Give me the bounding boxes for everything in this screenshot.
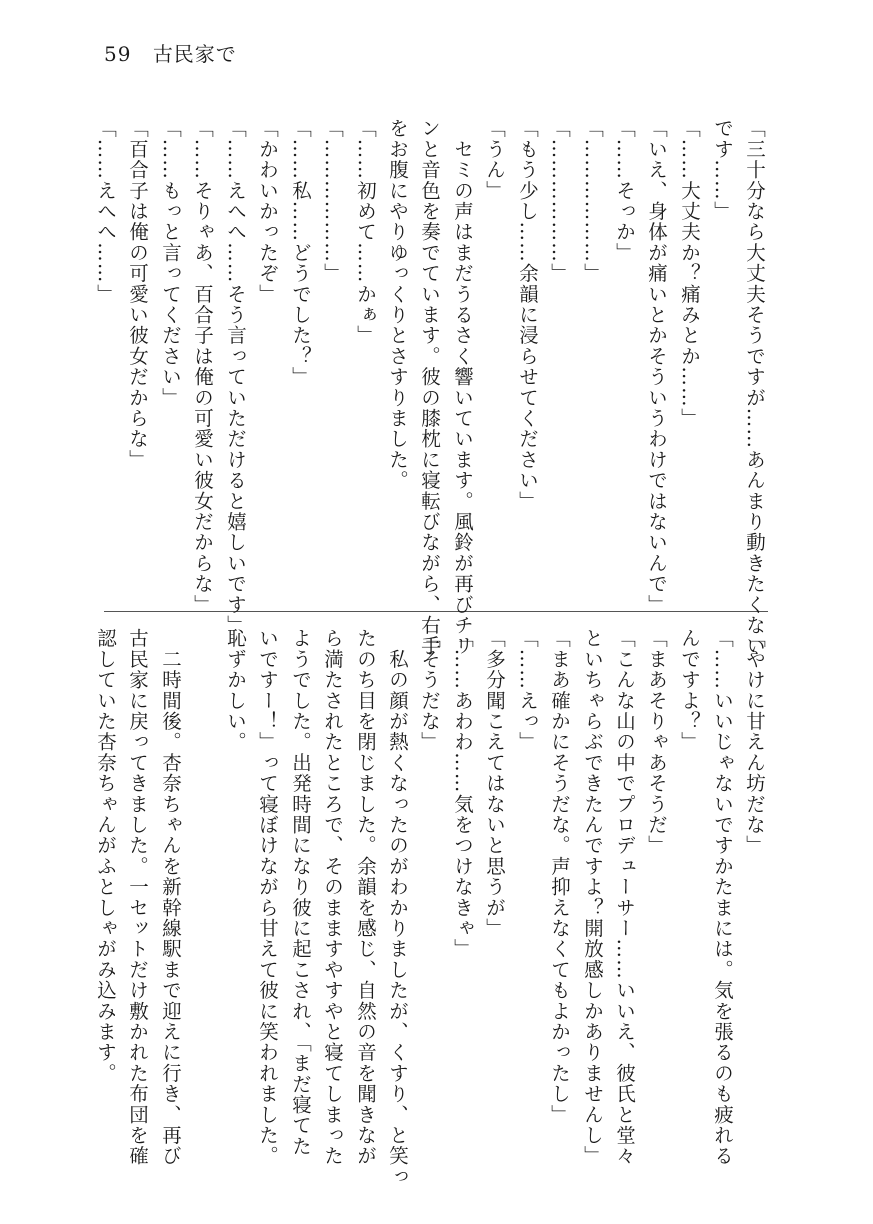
text-line: 「………………」 [581, 118, 604, 284]
text-line: 恥ずかしい。 [224, 628, 247, 753]
text-line: 「まあ確かにそうだな。声抑えなくてもよかったし」 [548, 628, 571, 1125]
text-line: 認していた杏奈ちゃんがふとしゃがみ込みます。 [94, 628, 117, 1084]
chapter-title: 古民家で [152, 42, 237, 66]
text-line: 「うん」 [483, 118, 506, 201]
text-line: 私の顔が熱くなったのがわかりましたが、くすり、と笑っ [386, 628, 409, 1187]
text-line: 「そうだな」 [418, 628, 441, 753]
text-line: 「……私……どうでした？」 [289, 118, 312, 388]
text-line: ンと音色を奏でています。彼の膝枕に寝転びながら、右手 [418, 118, 441, 657]
text-line: いですー！」って寝ぼけながら甘えて彼に笑われました。 [256, 628, 279, 1167]
text-line: 「かわいかったぞ」 [256, 118, 279, 305]
text-line: 「……えへへ……そう言っていただけると嬉しいです」 [224, 118, 247, 636]
text-line: 「……いいじゃないですかたまには。気を張るのも疲れる [711, 628, 734, 1167]
text-line: 「……もっと言ってください」 [159, 118, 182, 408]
text-line: 「もう少し……余韻に浸らせてください」 [516, 118, 539, 512]
text-line: 「やけに甘えん坊だな」 [743, 628, 766, 856]
text-line: セミの声はまだうるさく響いています。風鈴が再びチリ [451, 118, 474, 657]
text-line: 「まあそりゃあそうだ」 [645, 628, 668, 856]
text-line: です……」 [711, 118, 734, 222]
running-header [104, 38, 237, 67]
text-line: 古民家に戻ってきました。一セットだけ敷かれた布団を確 [126, 628, 149, 1167]
text-line: 「……えっ」 [516, 628, 539, 753]
text-line: たのち目を閉じました。余韻を感じ、自然の音を聞きなが [354, 628, 377, 1167]
text-line: 二時間後。杏奈ちゃんを新幹線駅まで迎えに行き、再び [159, 628, 182, 1167]
text-line: 「……あわわ……気をつけなきゃ」 [451, 628, 474, 960]
text-line: 「三十分なら大丈夫そうですが……あんまり動きたくない [743, 118, 766, 657]
text-line: をお腹にやりゆっくりとさすりました。 [386, 118, 409, 491]
text-line: 「……初めて……かぁ」 [354, 118, 377, 346]
text-line: 「……そっか」 [613, 118, 636, 263]
text-line: 「……そりゃあ、百合子は俺の可愛い彼女だからな」 [191, 118, 214, 615]
text-line: 「……えへへ……」 [94, 118, 117, 305]
text-line: 「百合子は俺の可愛い彼女だからな」 [126, 118, 149, 470]
text-line: んですよ？」 [678, 628, 701, 753]
text-line: 「いえ、身体が痛いとかそういうわけではないんで」 [645, 118, 668, 615]
text-line: といちゃらぶできたんですよ？開放感しかありませんし」 [581, 628, 604, 1167]
text-line: 「………………」 [321, 118, 344, 284]
text-line: ら満たされたところで、そのまますやすやと寝てしまった [321, 628, 344, 1167]
page-number: 59 [104, 42, 132, 66]
text-line: 「……大丈夫か？痛みとか……」 [678, 118, 701, 429]
text-line: 「多分聞こえてはないと思うが」 [483, 628, 506, 939]
text-line: 「………………」 [548, 118, 571, 284]
text-line: 「こんな山の中でプロデューサー……いいえ、彼氏と堂々 [613, 628, 636, 1167]
text-line: ようでした。出発時間になり彼に起こされ、「まだ寝てた [289, 628, 312, 1157]
